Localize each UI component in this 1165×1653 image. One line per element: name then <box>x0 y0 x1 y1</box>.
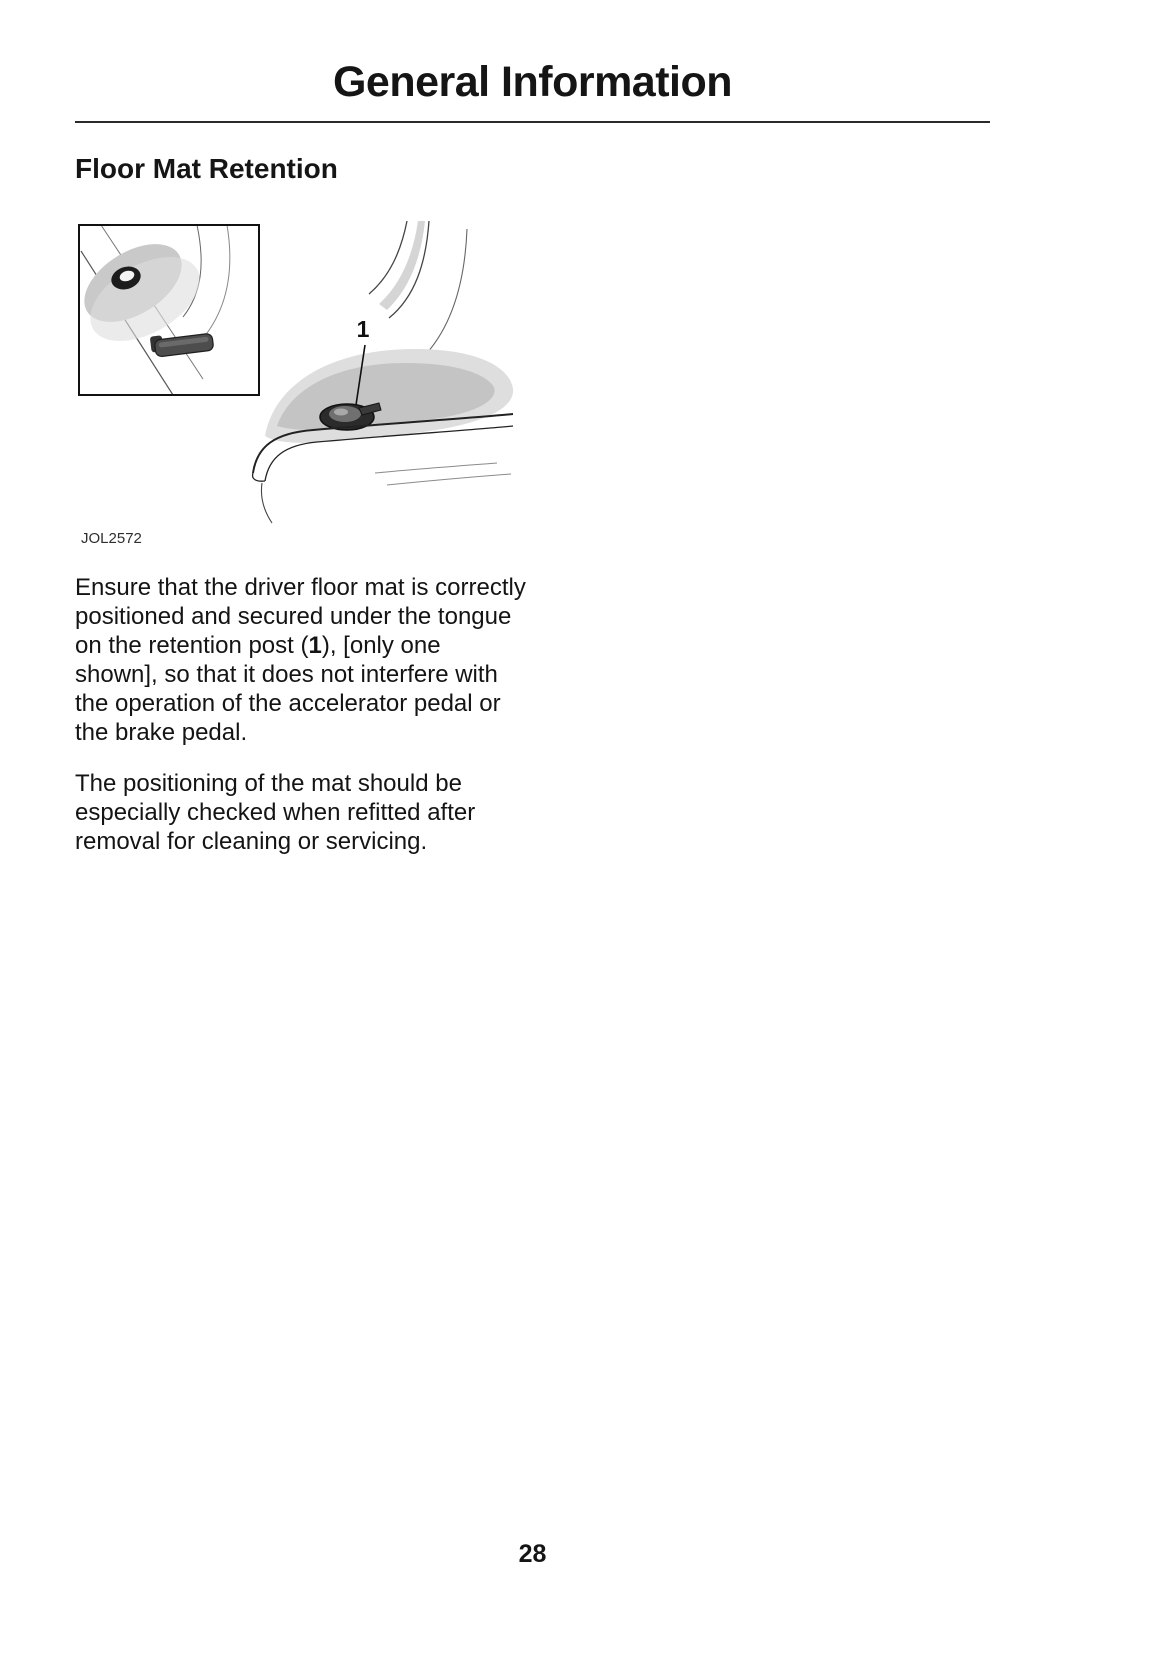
paragraph-1-callout-ref: 1 <box>308 632 322 659</box>
callout-1-label: 1 <box>356 316 370 342</box>
paragraph-1-after: ), [only one shown], so that it does not interfere with the operation of the accelerator pedal or the brake pedal. <box>75 632 501 746</box>
paragraph-1-before: Ensure that the driver floor mat is correctly positioned and secured under the tongue on the retention post ( <box>75 574 526 659</box>
header-rule <box>75 121 990 123</box>
floor-mat-illustration <box>75 221 515 526</box>
manual-page <box>75 0 990 1653</box>
figure-floor-mat-retention <box>75 221 515 547</box>
figure-caption: JOL2572 <box>81 530 142 547</box>
page-number: 28 <box>518 1540 547 1568</box>
main-artwork <box>253 221 514 523</box>
paragraph-2: The positioning of the mat should be especially checked when refitted after removal for cleaning or servicing. <box>75 770 476 855</box>
inset-artwork <box>75 225 230 395</box>
section-heading: Floor Mat Retention <box>75 153 338 184</box>
page-title: General Information <box>332 58 733 106</box>
page-header <box>75 0 990 123</box>
paragraph-1 <box>75 573 527 747</box>
